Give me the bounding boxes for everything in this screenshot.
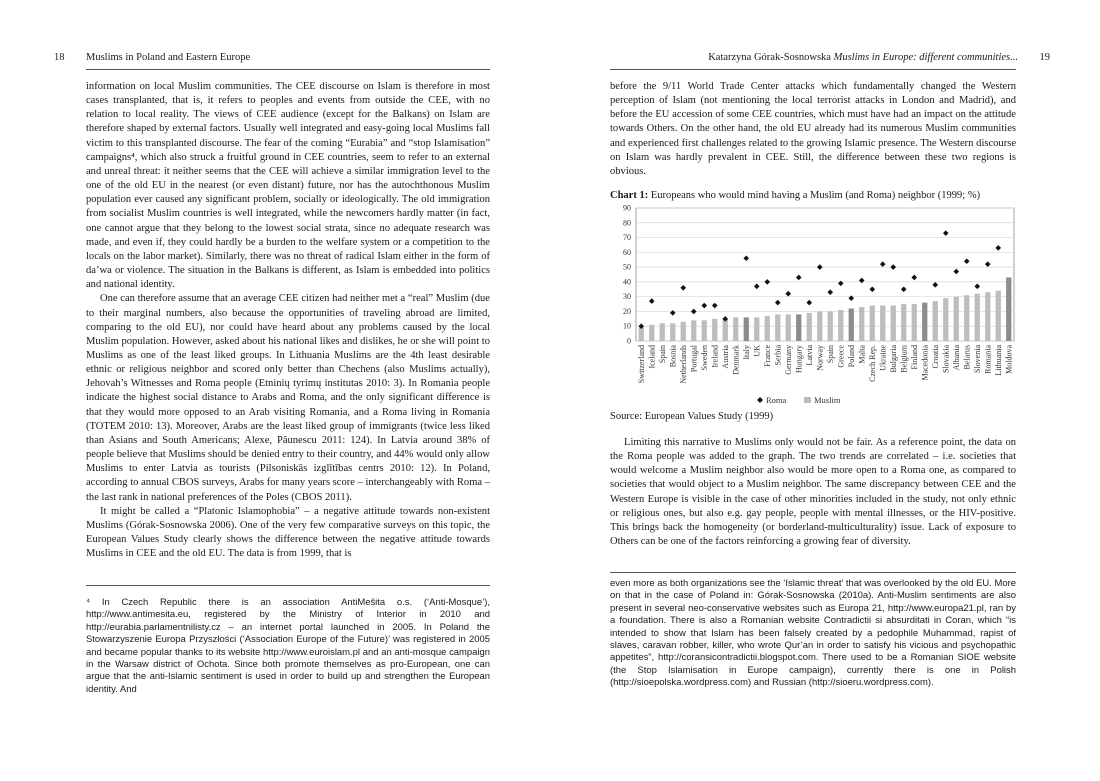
bar-muslim (975, 294, 980, 341)
y-tick-label: 80 (623, 218, 631, 228)
footnote-rule (86, 585, 490, 586)
marker-roma (880, 261, 886, 267)
bar-muslim (691, 320, 696, 341)
marker-roma (953, 269, 959, 275)
marker-roma (754, 284, 760, 290)
bar-muslim (1006, 277, 1011, 341)
marker-roma (743, 255, 749, 261)
x-tick-label: Macedonia (920, 345, 930, 381)
x-tick-label: Ukraine (878, 345, 888, 371)
bar-muslim (828, 311, 833, 341)
y-tick-label: 0 (627, 336, 631, 346)
bar-muslim (670, 323, 675, 341)
marker-roma (859, 278, 865, 284)
marker-roma (817, 264, 823, 270)
bar-muslim (954, 297, 959, 341)
bar-muslim (775, 314, 780, 341)
y-tick-label: 40 (623, 277, 631, 287)
x-tick-label: Poland (846, 345, 856, 368)
marker-roma (691, 309, 697, 315)
y-tick-label: 50 (623, 262, 631, 272)
footnote: ⁴ In Czech Republic there is an association AntiMešita o.s. (‘Anti-Mosque’), http://www.antimesita.eu, registered by the Ministry of Interior in 2010 and http://eurabia.parlamentnilisty.cz – an internet portal launched in 2005. In Poland the Stowarzyszenie Europa Przyszłości (‘Association Europe of the Future)’ was registered in 2005 and became popular thanks to its website http://www.euroislam.pl and an anti-mosque campaign in the Warsaw district of Ochota. Since both promote themselves as pro-European, one can argue that the anti-Islamic sentiment is used in order to build up and strengthen the European identity. And (86, 597, 490, 695)
bar-muslim (964, 295, 969, 341)
marker-roma (838, 281, 844, 287)
x-tick-label: Lithuania (993, 345, 1003, 376)
x-tick-label: Bosnia (668, 345, 678, 368)
running-head-title: Muslims in Europe: different communities... (833, 52, 1018, 63)
paragraph: It might be called a “Platonic Islamophobia” – a negative attitude towards non-existent Muslims (Górak-Sosnowska 2006). One of the very few comparative surveys on this topic, the European Values Study clearly shows the difference between the negative attitude towards Muslims in CEE and the old EU. The data is from 1999, that is (86, 505, 490, 560)
bar-muslim (933, 301, 938, 341)
legend-swatch-muslim (804, 397, 811, 403)
marker-roma (869, 286, 875, 292)
bar-muslim (681, 322, 686, 341)
bar-muslim (744, 317, 749, 341)
x-tick-label: Slovenia (972, 345, 982, 373)
bar-muslim (943, 298, 948, 341)
paragraph: Limiting this narrative to Muslims only would not be fair. As a reference point, the data on the Roma people was added to the graph. The two trends are correlated – i.e. societies that would welcome a Muslim neighbor also would be more open to a Roma one, as compared to societies that would object to a Muslim neighbor. The same discrepancy between CEE and the Western Europe is visible in the case of other minorities included in the study, not only ethnic or religious ones, but also e.g. gay people, people with mental illnesses, or the HIV-positive. This brings back the homogeneity (or borderland-multiculturality) issue. Lack of exposure to Others can be one of the factors reinforcing a growing fear of diversity. (610, 437, 1016, 548)
x-tick-label: Czech Rep. (867, 345, 877, 382)
x-tick-label: Norway (815, 345, 825, 371)
marker-roma (764, 279, 770, 285)
y-tick-label: 20 (623, 306, 631, 316)
bar-muslim (660, 323, 665, 341)
left-body-text (86, 80, 490, 561)
right-page (550, 0, 1100, 781)
x-tick-label: Germany (783, 345, 793, 375)
x-tick-label: UK (752, 345, 762, 357)
bar-muslim (922, 303, 927, 341)
legend-label-roma: Roma (766, 395, 787, 405)
marker-roma (901, 286, 907, 292)
marker-roma (943, 230, 949, 236)
page-number: 19 (1039, 52, 1050, 63)
running-head: Muslims in Poland and Eastern Europe (86, 52, 251, 63)
right-body-text (610, 80, 1016, 179)
marker-roma (827, 289, 833, 295)
x-tick-label: Slovakia (941, 345, 951, 373)
marker-roma (974, 284, 980, 290)
page-number: 18 (54, 52, 65, 63)
chart-caption (610, 190, 1030, 201)
legend-label-muslim: Muslim (814, 395, 841, 405)
marker-roma (649, 298, 655, 304)
marker-roma (785, 291, 791, 297)
marker-roma (890, 264, 896, 270)
y-tick-label: 10 (623, 321, 631, 331)
x-tick-label: Bulgaria (888, 345, 898, 373)
x-tick-label: Romania (983, 345, 993, 374)
x-tick-label: Austria (720, 345, 730, 369)
marker-roma (964, 258, 970, 264)
bar-muslim (807, 313, 812, 341)
bar-muslim (996, 291, 1001, 341)
footnote: even more as both organizations see the ‘Islamic threat’ that was overlooked by the old EU. More on that in the case of Poland in: Górak-Sosnowska (2010a). Anti-Muslim sentiments are also present in several neo-conservative websites such as Europa 21, http://www.europa21.pl, ran by a foundation. There is also a Romanian website Contradictii si absurditati in Coran, which “is intended to show that Islam has been falsely created by a pedophile Muhammad, rapist of slaves, caravan robber, killer, who wrote Qur’an in order to satisfy his vicious and psychopathic appetites”, http://coransicontradictii.blogspot.com. There used to be a Romanian SIOE website (the Stop Islamisation in Europe campaign), currently there is one in Polish (http://sioepolska.wordpress.com) and Russian (http://sioeru.wordpress.com). (610, 578, 1016, 689)
footnote-rule (610, 572, 1016, 573)
marker-roma (848, 295, 854, 301)
x-tick-label: Hungary (794, 345, 804, 373)
x-tick-label: Belarus (962, 345, 972, 370)
x-tick-label: Spain (657, 345, 667, 364)
x-tick-label: Netherlands (678, 345, 688, 384)
legend-marker-roma (757, 397, 763, 403)
x-tick-label: Portugal (689, 345, 699, 373)
x-tick-label: Finland (909, 345, 919, 370)
marker-roma (985, 261, 991, 267)
marker-roma (775, 300, 781, 306)
x-tick-label: Serbia (773, 345, 783, 366)
x-tick-label: Ireland (710, 345, 720, 368)
paragraph: before the 9/11 World Trade Center attacks which fundamentally changed the Western perception of Islam (not mentioning the local terrorist attacks in London and Madrid), and before the EU accession of some CEE countries, which must have had an impact on the attitude towards Others. On the other hand, the old EU already had its numerous Muslim communities and experienced first challenges related to the growing Islamic presence. The Western discourse on Islam was hardly prevalent in CEE. Still, the difference between these two regions is obvious. (610, 81, 1016, 177)
bar-muslim (880, 306, 885, 341)
marker-roma (680, 285, 686, 291)
x-tick-label: Sweden (699, 345, 709, 371)
x-tick-label: Albania (951, 345, 961, 371)
bar-muslim (901, 304, 906, 341)
x-tick-label: Latvia (804, 345, 814, 366)
bar-muslim (796, 314, 801, 341)
bar-muslim (723, 319, 728, 341)
marker-roma (796, 275, 802, 281)
marker-roma (932, 282, 938, 288)
chart (610, 202, 1020, 408)
running-head (708, 52, 1018, 63)
x-tick-label: Malta (857, 345, 867, 364)
bar-muslim (849, 308, 854, 341)
bar-muslim (838, 310, 843, 341)
marker-roma (911, 275, 917, 281)
x-tick-label: Iceland (647, 345, 657, 369)
bar-muslim (639, 328, 644, 341)
bar-muslim (870, 306, 875, 341)
bar-muslim (859, 307, 864, 341)
x-tick-label: Switzerland (636, 345, 646, 384)
bar-muslim (912, 304, 917, 341)
bar-muslim (786, 314, 791, 341)
bar-muslim (649, 325, 654, 341)
x-tick-label: Denmark (731, 345, 741, 375)
header-rule (610, 69, 1016, 70)
x-tick-label: Belgium (899, 345, 909, 373)
chart-source: Source: European Values Study (1999) (610, 411, 774, 422)
x-tick-label: France (762, 345, 772, 367)
bar-muslim (891, 306, 896, 341)
x-tick-label: Moldova (1004, 345, 1014, 374)
paragraph: information on local Muslim communities. The CEE discourse on Islam is therefore in most cases transplanted, that is, it refers to peoples and events from outside the CEE, with no relation to local reality. The views of CEE audience (except for the Balkans) on Islam are therefore shaped by external factors. Usually well integrated and easy-going local Muslims fall victim to this transplanted discourse. The fear of the coming “Eurabia” and “stop Islamisation” campaigns⁴, which also struck a fruitful ground in CEE countries, seem to refer to an external and unreal threat: it neither seems that the CEE will achieve a similar immigration level to the one of the old EU in the nearest (or even distant) future, nor has the autochthonous Muslim population ever caused any significant problem, socially or ideologically. The old immigration from socialist Muslim countries is well integrated, while the newcomers hardly matter (in fact, one cannot argue that they belong to the lowest social strata, since no adequate research was made, and even if, they could hardly be a burden to the welfare system or a competition to the locals on the labor market). Similarly, there was no threat of radical Islam either in the form of da’wa or violence. The situation in the Balkans is different, as Islam is embedded into politics and national identity. (86, 81, 490, 291)
bar-muslim (754, 317, 759, 341)
bar-muslim (712, 319, 717, 341)
bar-muslim (765, 316, 770, 341)
bar-muslim (817, 311, 822, 341)
marker-roma (701, 303, 707, 309)
marker-roma (670, 310, 676, 316)
y-tick-label: 30 (623, 292, 631, 302)
header-rule (86, 69, 490, 70)
running-head-author: Katarzyna Górak-Sosnowska (708, 52, 831, 63)
x-tick-label: Italy (741, 345, 751, 360)
chart-caption-text: Europeans who would mind having a Muslim (and Roma) neighbor (1999; %) (650, 190, 981, 201)
y-tick-label: 60 (623, 247, 631, 257)
paragraph: One can therefore assume that an average CEE citizen had neither met a “real” Muslim (due to their marginal numbers, also because the opportunities of traveling abroad are limited, comparing to the old EU), nor could have heard about any problems caused by the local Muslim population. However, asked about his national likes and dislikes, he or she will point to Muslims as one of the least liked groups. In Lithuania Muslims are the 4th least desirable ethnic or religious neighbor and scored only better than Chechens (also Muslims actually), Jehovah’s Witnesses and Roma people (Etninių tyrimų institutas 2010: 3). In Romania people indicate the highest social distance to Arabs and Roma, and the only significant difference is that they would more opposed to an Arab visiting Romania, and a Roma living in Romania (TOTEM 2010: 13). Moreover, Arabs are the least liked group of immigrants (twice less liked than Asians and South Americans; Alexe, Păunescu 2011: 124). In Latvia around 38% of people believe that Muslims should be denied entry to their country, and 44% would only allow Muslims to enter Latvia as tourists (Pilsoniskās izglītības centrs 2010: 12). In Poland, according to annual CBOS surveys, Arabs for many years score – interchangeably with Roma – the last rank in national preferences of the Poles (CBOS 2011). (86, 293, 490, 503)
bar-muslim (702, 320, 707, 341)
x-tick-label: Greece (836, 345, 846, 368)
marker-roma (806, 300, 812, 306)
y-tick-label: 90 (623, 203, 631, 213)
y-tick-label: 70 (623, 233, 631, 243)
chart-caption-label: Chart 1: (610, 190, 649, 201)
x-tick-label: Spain (825, 345, 835, 364)
x-tick-label: Croatia (930, 345, 940, 369)
bar-muslim (985, 292, 990, 341)
marker-roma (995, 245, 1001, 251)
marker-roma (712, 303, 718, 309)
right-body-text-lower (610, 436, 1016, 549)
bar-muslim (733, 317, 738, 341)
